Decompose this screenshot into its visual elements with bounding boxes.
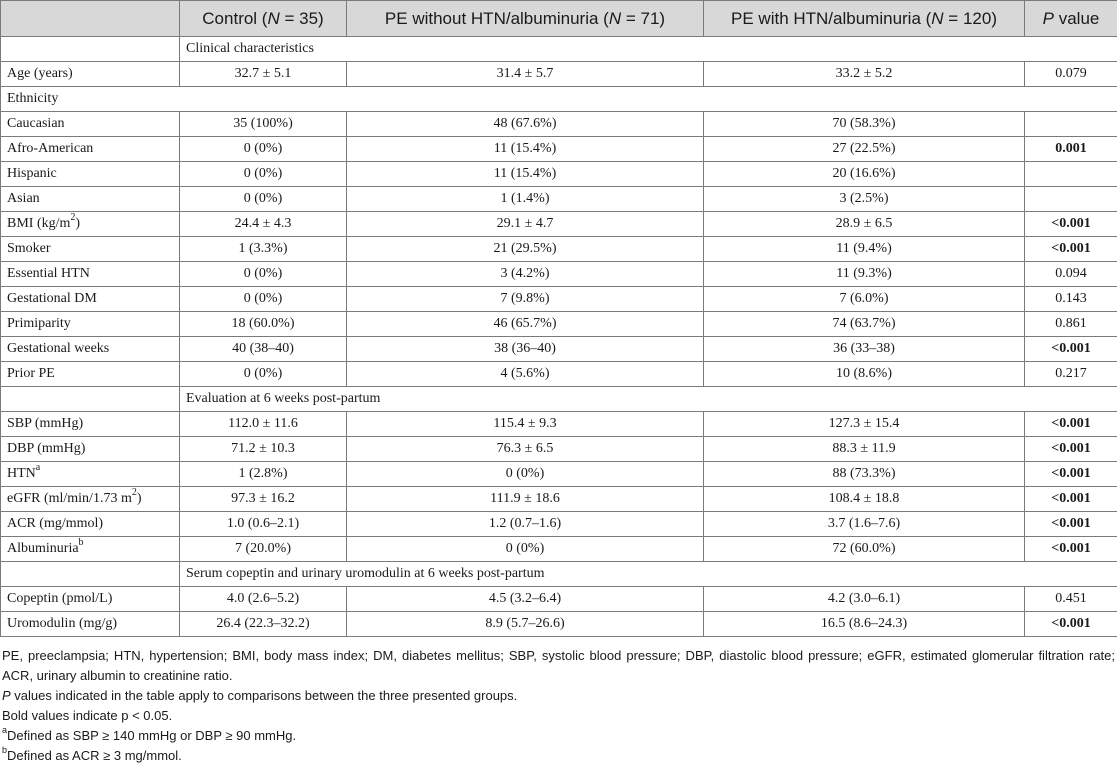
cell-pe-with: 36 (33–38) <box>704 337 1025 362</box>
cell-p-value: 0.861 <box>1025 312 1117 337</box>
row-label: Copeptin (pmol/L) <box>1 587 180 612</box>
row-label: Smoker <box>1 237 180 262</box>
row-label: Afro-American <box>1 137 180 162</box>
cell-pe-with: 11 (9.4%) <box>704 237 1025 262</box>
cell-control: 32.7 ± 5.1 <box>180 62 347 87</box>
row-label: Age (years) <box>1 62 180 87</box>
cell-control: 0 (0%) <box>180 162 347 187</box>
cell-control: 35 (100%) <box>180 112 347 137</box>
header-p-value: P value <box>1025 1 1117 37</box>
row-label: Primiparity <box>1 312 180 337</box>
cell-pe-without: 11 (15.4%) <box>347 162 704 187</box>
footnote-a: $^a$Defined as SBP ≥ 140 mmHg or DBP ≥ 90 mmHg. <box>2 726 1115 746</box>
cell-pe-without: 46 (65.7%) <box>347 312 704 337</box>
table-row-egfr <box>1 487 1117 512</box>
cell-pe-with: 27 (22.5%) <box>704 137 1025 162</box>
header-pe-with: PE with HTN/albuminuria (N = 120) <box>704 1 1025 37</box>
cell-control: 24.4 ± 4.3 <box>180 212 347 237</box>
table-row-htn <box>1 462 1117 487</box>
cell-pe-without: 111.9 ± 18.6 <box>347 487 704 512</box>
cell-p-value: <0.001 <box>1025 337 1117 362</box>
cell-pe-without: 115.4 ± 9.3 <box>347 412 704 437</box>
table-row-gestational-weeks <box>1 337 1117 362</box>
cell-pe-without: 11 (15.4%) <box>347 137 704 162</box>
cell-control: 7 (20.0%) <box>180 537 347 562</box>
cell-pe-without: 0 (0%) <box>347 462 704 487</box>
table-footnotes <box>0 637 1117 766</box>
cell-p-value: 0.217 <box>1025 362 1117 387</box>
row-label: Ethnicity <box>1 87 1117 112</box>
cell-control: 1 (3.3%) <box>180 237 347 262</box>
table-row-sbp <box>1 412 1117 437</box>
cell-control: 1 (2.8%) <box>180 462 347 487</box>
cell-pe-without: 29.1 ± 4.7 <box>347 212 704 237</box>
table-row-caucasian <box>1 112 1117 137</box>
cell-control: 0 (0%) <box>180 362 347 387</box>
section-row-serum <box>1 562 1117 587</box>
row-label: DBP (mmHg) <box>1 437 180 462</box>
row-label: eGFR (ml/min/1.73 $m^2$) <box>1 487 180 512</box>
cell-pe-with: 10 (8.6%) <box>704 362 1025 387</box>
table-row-primiparity <box>1 312 1117 337</box>
cell-pe-without: 7 (9.8%) <box>347 287 704 312</box>
cell-pe-with: 70 (58.3%) <box>704 112 1025 137</box>
cell-control: 0 (0%) <box>180 187 347 212</box>
section-row-evaluation <box>1 387 1117 412</box>
cell-p-value: <0.001 <box>1025 462 1117 487</box>
row-label: SBP (mmHg) <box>1 412 180 437</box>
section-title: Clinical characteristics <box>180 37 1117 62</box>
cell-pe-with: 11 (9.3%) <box>704 262 1025 287</box>
footnote-bold: Bold values indicate p < 0.05. <box>2 706 1115 726</box>
cell-pe-with: 3.7 (1.6–7.6) <box>704 512 1025 537</box>
row-label: HTN$^a$ <box>1 462 180 487</box>
cell-pe-with: 127.3 ± 15.4 <box>704 412 1025 437</box>
cell-control: 26.4 (22.3–32.2) <box>180 612 347 637</box>
cell-control: 18 (60.0%) <box>180 312 347 337</box>
cell-p-value: 0.001 <box>1025 137 1117 162</box>
cell-p-value: <0.001 <box>1025 512 1117 537</box>
cell-pe-without: 8.9 (5.7–26.6) <box>347 612 704 637</box>
table-row-dbp <box>1 437 1117 462</box>
table-row-copeptin <box>1 587 1117 612</box>
cell-pe-with: 33.2 ± 5.2 <box>704 62 1025 87</box>
table-row-age <box>1 62 1117 87</box>
cell-pe-with: 20 (16.6%) <box>704 162 1025 187</box>
cell-p-value: <0.001 <box>1025 612 1117 637</box>
cell-pe-with: 28.9 ± 6.5 <box>704 212 1025 237</box>
cell-pe-without: 31.4 ± 5.7 <box>347 62 704 87</box>
cell-pe-without: 38 (36–40) <box>347 337 704 362</box>
cell-control: 0 (0%) <box>180 137 347 162</box>
table-row-smoker <box>1 237 1117 262</box>
section-row-clinical <box>1 37 1117 62</box>
cell-pe-with: 88.3 ± 11.9 <box>704 437 1025 462</box>
section-title: Serum copeptin and urinary uromodulin at 6 weeks post-partum <box>180 562 1117 587</box>
header-row <box>1 1 1117 37</box>
section-title: Evaluation at 6 weeks post-partum <box>180 387 1117 412</box>
cell-p-value: <0.001 <box>1025 237 1117 262</box>
cell-pe-without: 21 (29.5%) <box>347 237 704 262</box>
header-pe-without: PE without HTN/albuminuria (N = 71) <box>347 1 704 37</box>
cell-pe-with: 3 (2.5%) <box>704 187 1025 212</box>
header-control: Control (N = 35) <box>180 1 347 37</box>
row-label: Asian <box>1 187 180 212</box>
row-label: Albuminuria$^b$ <box>1 537 180 562</box>
cell-pe-without: 48 (67.6%) <box>347 112 704 137</box>
cell-pe-with: 16.5 (8.6–24.3) <box>704 612 1025 637</box>
cell-pe-with: 88 (73.3%) <box>704 462 1025 487</box>
footnote-p-values: P values indicated in the table apply to comparisons between the three presented groups. <box>2 686 1115 706</box>
cell-control: 112.0 ± 11.6 <box>180 412 347 437</box>
cell-p-value: 0.079 <box>1025 62 1117 87</box>
table-row-hispanic <box>1 162 1117 187</box>
cell-pe-with: 74 (63.7%) <box>704 312 1025 337</box>
cell-p-value <box>1025 162 1117 187</box>
table-row-ethnicity <box>1 87 1117 112</box>
cell-p-value: <0.001 <box>1025 212 1117 237</box>
cell-control: 0 (0%) <box>180 287 347 312</box>
cell-control: 40 (38–40) <box>180 337 347 362</box>
table-row-uromodulin <box>1 612 1117 637</box>
row-label: Gestational DM <box>1 287 180 312</box>
cell-control: 1.0 (0.6–2.1) <box>180 512 347 537</box>
cell-pe-without: 1 (1.4%) <box>347 187 704 212</box>
cell-p-value: <0.001 <box>1025 487 1117 512</box>
table-row-bmi <box>1 212 1117 237</box>
table-row-afro-american <box>1 137 1117 162</box>
cell-pe-without: 0 (0%) <box>347 537 704 562</box>
cell-p-value: 0.094 <box>1025 262 1117 287</box>
cell-p-value <box>1025 187 1117 212</box>
cell-p-value: <0.001 <box>1025 537 1117 562</box>
cell-control: 97.3 ± 16.2 <box>180 487 347 512</box>
footnote-abbreviations: PE, preeclampsia; HTN, hypertension; BMI, body mass index; DM, diabetes mellitus; SBP, systolic blood pressure; DBP, diastolic blood pressure; eGFR, estimated glomerular filtration rate; ACR, urinary albumin to creatinine ratio. <box>2 646 1115 686</box>
row-label: Essential HTN <box>1 262 180 287</box>
cell-pe-with: 4.2 (3.0–6.1) <box>704 587 1025 612</box>
cell-control: 0 (0%) <box>180 262 347 287</box>
cell-pe-with: 72 (60.0%) <box>704 537 1025 562</box>
header-empty <box>1 1 180 37</box>
row-label: Prior PE <box>1 362 180 387</box>
cell-control: 4.0 (2.6–5.2) <box>180 587 347 612</box>
cell-p-value: <0.001 <box>1025 437 1117 462</box>
cell-control: 71.2 ± 10.3 <box>180 437 347 462</box>
row-label: Hispanic <box>1 162 180 187</box>
footnote-b: $^b$Defined as ACR ≥ 3 mg/mmol. <box>2 746 1115 766</box>
cell-pe-without: 4 (5.6%) <box>347 362 704 387</box>
cell-p-value <box>1025 112 1117 137</box>
table-row-albuminuria <box>1 537 1117 562</box>
table-row-essential-htn <box>1 262 1117 287</box>
cell-pe-without: 3 (4.2%) <box>347 262 704 287</box>
cell-pe-with: 108.4 ± 18.8 <box>704 487 1025 512</box>
row-label: Caucasian <box>1 112 180 137</box>
row-label: Gestational weeks <box>1 337 180 362</box>
table-row-gestational-dm <box>1 287 1117 312</box>
cell-pe-without: 4.5 (3.2–6.4) <box>347 587 704 612</box>
row-label: BMI $(kg/m^2)$ <box>1 212 180 237</box>
cell-p-value: 0.143 <box>1025 287 1117 312</box>
table-row-prior-pe <box>1 362 1117 387</box>
cell-p-value: 0.451 <box>1025 587 1117 612</box>
cell-pe-with: 7 (6.0%) <box>704 287 1025 312</box>
row-label: ACR (mg/mmol) <box>1 512 180 537</box>
table-row-acr <box>1 512 1117 537</box>
cell-pe-without: 76.3 ± 6.5 <box>347 437 704 462</box>
table-row-asian <box>1 187 1117 212</box>
cell-pe-without: 1.2 (0.7–1.6) <box>347 512 704 537</box>
row-label: Uromodulin (mg/g) <box>1 612 180 637</box>
cell-p-value: <0.001 <box>1025 412 1117 437</box>
